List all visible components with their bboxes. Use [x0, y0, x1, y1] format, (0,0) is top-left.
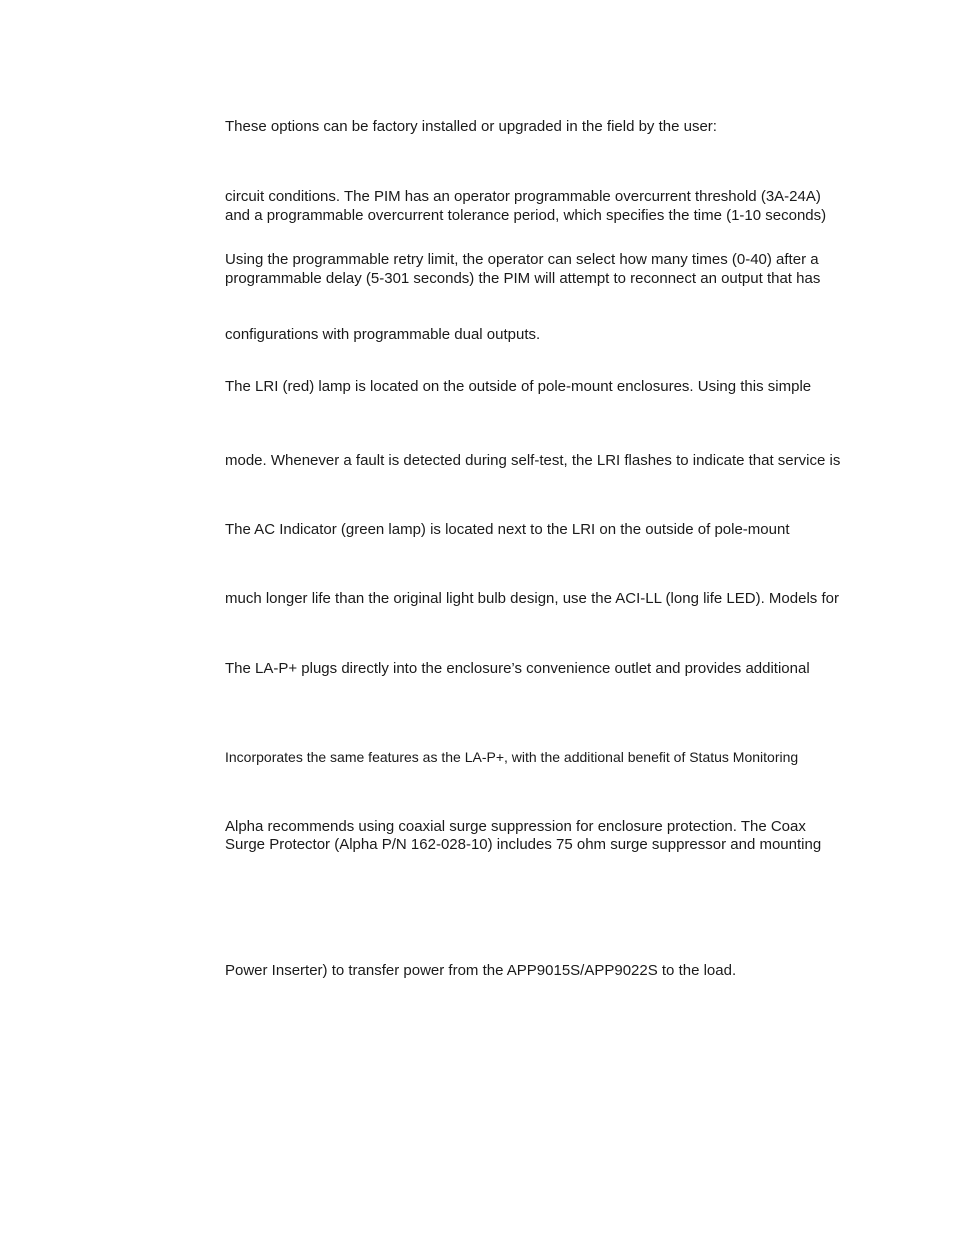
lap-status-line: Incorporates the same features as the LA-P+, with the additional benefit of Status Monitoring	[225, 749, 799, 765]
lap-line: The LA-P+ plugs directly into the enclosure’s convenience outlet and provides additional	[225, 660, 810, 677]
pim-line-2: and a programmable overcurrent tolerance period, which specifies the time (1-10 seconds)	[225, 207, 827, 224]
lri-line-1: The LRI (red) lamp is located on the outside of pole-mount enclosures. Using this simple	[225, 378, 812, 395]
aci-line-2: much longer life than the original light bulb design, use the ACI-LL (long life LED). Models for	[225, 590, 839, 607]
intro-line: These options can be factory installed or upgraded in the field by the user:	[225, 118, 717, 135]
retry-line-1: Using the programmable retry limit, the operator can select how many times (0-40) after a	[225, 251, 819, 268]
lri-line-2: mode. Whenever a fault is detected during self-test, the LRI flashes to indicate that service is	[225, 452, 841, 469]
power-inserter-line: Power Inserter) to transfer power from the APP9015S/APP9022S to the load.	[225, 962, 737, 979]
dual-output-line: configurations with programmable dual outputs.	[225, 326, 541, 343]
coax-line-1: Alpha recommends using coaxial surge suppression for enclosure protection. The Coax	[225, 818, 806, 835]
aci-line-1: The AC Indicator (green lamp) is located next to the LRI on the outside of pole-mount	[225, 521, 790, 538]
coax-line-2: Surge Protector (Alpha P/N 162-028-10) includes 75 ohm surge suppressor and mounting	[225, 836, 822, 853]
retry-line-2: programmable delay (5-301 seconds) the PIM will attempt to reconnect an output that has	[225, 270, 821, 287]
pim-line-1: circuit conditions. The PIM has an operator programmable overcurrent threshold (3A-24A)	[225, 188, 821, 205]
